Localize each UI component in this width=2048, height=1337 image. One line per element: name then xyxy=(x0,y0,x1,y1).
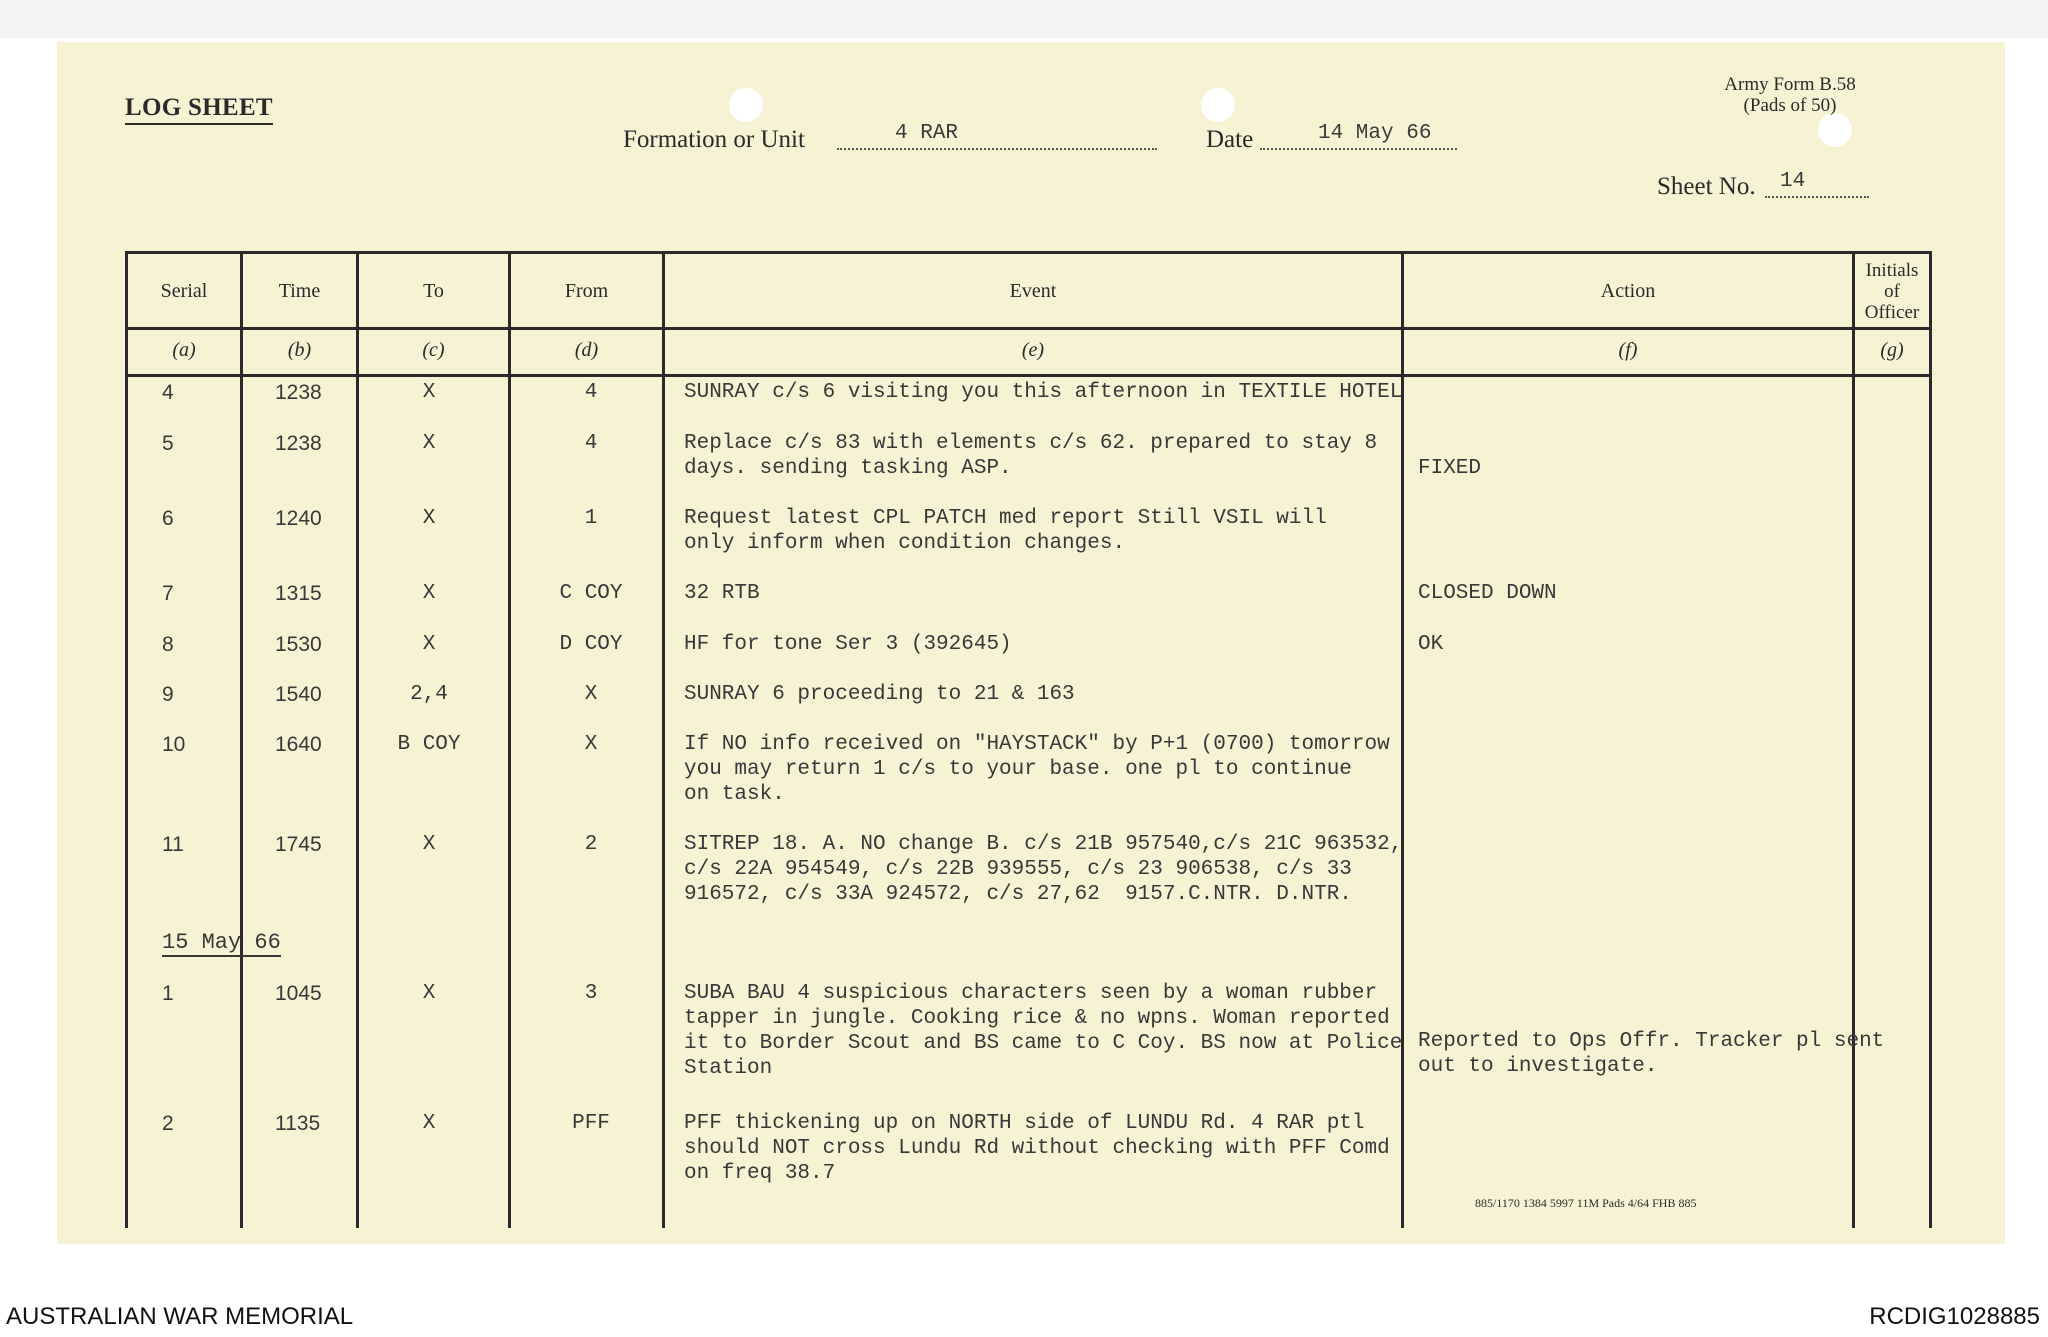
sheet-value: 14 xyxy=(1780,170,1806,193)
print-code: 885/1170 1384 5997 11M Pads 4/64 FHB 885 xyxy=(1475,1196,1697,1210)
archive-credit: AUSTRALIAN WAR MEMORIAL xyxy=(6,1303,354,1330)
entry-from: X xyxy=(584,733,598,756)
column-divider xyxy=(1852,251,1855,1228)
entry-from: C COY xyxy=(559,582,623,605)
entry-to: X xyxy=(422,582,436,605)
entry-from: D COY xyxy=(559,633,623,656)
sheet-label: Sheet No. xyxy=(1657,173,1756,200)
entry-serial: 4 xyxy=(162,381,174,404)
entry-to: X xyxy=(422,432,436,455)
col-sub-c: (c) xyxy=(422,339,445,361)
entry-to: X xyxy=(422,381,436,404)
column-divider xyxy=(125,251,128,1228)
entry-from: 4 xyxy=(584,381,598,404)
entry-serial: 8 xyxy=(162,633,174,656)
unit-value: 4 RAR xyxy=(895,122,959,145)
entry-serial: 2 xyxy=(162,1112,174,1135)
col-header-event: Event xyxy=(1009,280,1057,302)
col-header-serial: Serial xyxy=(160,280,208,302)
column-divider xyxy=(1929,251,1932,1228)
entry-event: Request latest CPL PATCH med report Still VSIL will only inform when condition changes. xyxy=(684,507,1327,555)
entry-to: X xyxy=(422,507,436,530)
col-sub-e: (e) xyxy=(1021,339,1045,361)
column-divider xyxy=(240,251,243,1228)
form-pads-line: (Pads of 50) xyxy=(1743,95,1837,116)
sheet-dotted-line xyxy=(1765,196,1869,198)
col-header-from: From xyxy=(564,280,609,302)
entry-from: 3 xyxy=(584,982,598,1005)
entry-time: 1240 xyxy=(275,507,322,530)
entry-from: PFF xyxy=(572,1112,610,1135)
punch-hole xyxy=(729,88,763,122)
col-sub-b: (b) xyxy=(287,339,312,361)
top-margin xyxy=(0,0,2048,38)
entry-event: Replace c/s 83 with elements c/s 62. prepared to stay 8 days. sending tasking ASP. xyxy=(684,432,1378,480)
entry-event: HF for tone Ser 3 (392645) xyxy=(684,633,1012,656)
entry-serial: 7 xyxy=(162,582,174,605)
entry-event: SITREP 18. A. NO change B. c/s 21B 957540,c/s 21C 963532, c/s 22A 954549, c/s 22B 939555, c/s 23 906538, c/s 33 916572, c/s 33A 924572, c/s 27,62 9157.C.NTR. D.NTR. xyxy=(684,833,1403,906)
entry-action: OK xyxy=(1418,633,1444,656)
entry-time: 1640 xyxy=(275,733,322,756)
table-top-border xyxy=(125,251,1931,254)
col-sub-a: (a) xyxy=(172,339,196,361)
col-sub-g: (g) xyxy=(1880,339,1904,361)
entry-to: 2,4 xyxy=(410,683,448,706)
entry-time: 1135 xyxy=(275,1112,321,1135)
entry-time: 1315 xyxy=(275,582,322,605)
date-value: 14 May 66 xyxy=(1318,122,1432,145)
entry-from: 2 xyxy=(584,833,598,856)
entry-from: 4 xyxy=(584,432,598,455)
army-form-number xyxy=(1690,74,1890,116)
table-header-divider xyxy=(125,327,1931,330)
entry-to: X xyxy=(422,982,436,1005)
col-header-action: Action xyxy=(1600,280,1656,302)
entry-to: X xyxy=(422,633,436,656)
entry-event: SUNRAY 6 proceeding to 21 & 163 xyxy=(684,683,1075,706)
entry-serial: 10 xyxy=(162,733,186,756)
entry-action: FIXED xyxy=(1418,457,1482,480)
entry-event: If NO info received on "HAYSTACK" by P+1 (0700) tomorrow you may return 1 c/s to your base. one pl to continue on task. xyxy=(684,733,1390,806)
date-divider: 15 May 66 xyxy=(162,930,281,955)
entry-serial: 11 xyxy=(162,833,184,856)
date-label: Date xyxy=(1206,126,1254,153)
unit-dotted-line xyxy=(837,148,1157,150)
date-dotted-line xyxy=(1260,148,1457,150)
col-header-time: Time xyxy=(278,280,321,302)
entry-serial: 1 xyxy=(162,982,174,1005)
col-sub-d: (d) xyxy=(574,339,599,361)
entry-serial: 6 xyxy=(162,507,174,530)
entry-event: PFF thickening up on NORTH side of LUNDU Rd. 4 RAR ptl should NOT cross Lundu Rd without checking with PFF Comd on freq 38.7 xyxy=(684,1112,1390,1185)
entry-event: 32 RTB xyxy=(684,582,760,605)
entry-to: B COY xyxy=(397,733,461,756)
entry-action: CLOSED DOWN xyxy=(1418,582,1557,605)
archive-id: RCDIG1028885 xyxy=(1869,1303,2040,1330)
unit-label: Formation or Unit xyxy=(623,126,805,153)
entry-time: 1238 xyxy=(275,432,322,455)
entry-time: 1238 xyxy=(275,381,322,404)
entry-serial: 9 xyxy=(162,683,174,706)
entry-action: Reported to Ops Offr. Tracker pl sent out to investigate. xyxy=(1418,1030,1885,1078)
col-header-to: To xyxy=(423,280,444,302)
entry-from: X xyxy=(584,683,598,706)
form-title: LOG SHEET xyxy=(125,94,273,125)
entry-event: SUNRAY c/s 6 visiting you this afternoon in TEXTILE HOTEL xyxy=(684,381,1403,404)
entry-time: 1745 xyxy=(275,833,322,856)
entry-from: 1 xyxy=(584,507,598,530)
entry-serial: 5 xyxy=(162,432,174,455)
entry-time: 1540 xyxy=(275,683,322,706)
entry-time: 1530 xyxy=(275,633,322,656)
table-subheader-divider xyxy=(125,374,1931,377)
punch-hole xyxy=(1818,113,1852,147)
col-sub-f: (f) xyxy=(1618,339,1638,361)
form-number-line: Army Form B.58 xyxy=(1724,74,1856,95)
entry-to: X xyxy=(422,1112,436,1135)
col-header-initials: Initials of Officer xyxy=(1864,260,1920,323)
entry-time: 1045 xyxy=(275,982,322,1005)
punch-hole xyxy=(1201,88,1235,122)
entry-to: X xyxy=(422,833,436,856)
entry-event: SUBA BAU 4 suspicious characters seen by a woman rubber tapper in jungle. Cooking rice & no wpns. Woman reported it to Border Scout and BS came to C Coy. BS now at Police Station xyxy=(684,982,1403,1080)
